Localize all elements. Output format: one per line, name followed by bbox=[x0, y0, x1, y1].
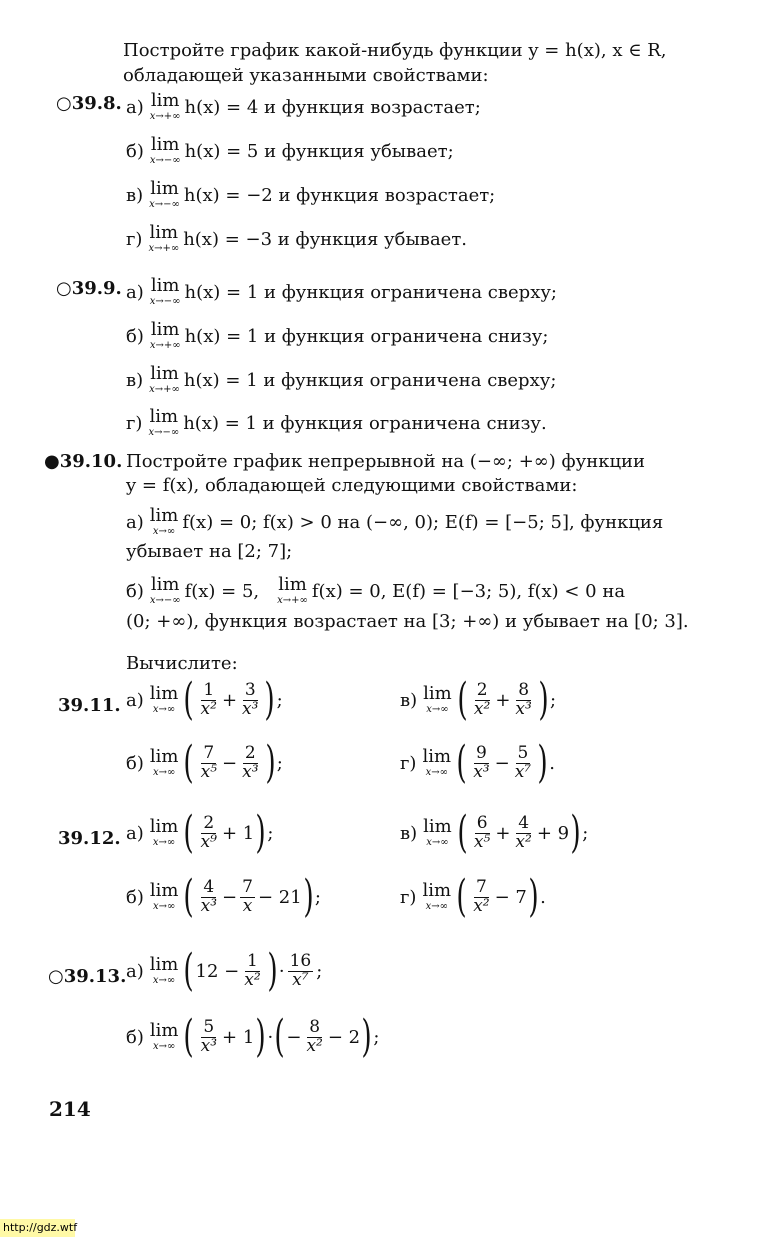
problem-number-39-12: 39.12. bbox=[58, 828, 121, 849]
operator: − bbox=[222, 752, 238, 774]
item-label: а) bbox=[126, 689, 144, 711]
fraction: $\frac{2}{\text{x⁹}}$ bbox=[200, 812, 217, 852]
problem-number-39-9: ○39.9. bbox=[56, 278, 122, 299]
left-paren: ( bbox=[183, 1011, 195, 1062]
problem-39-8-b bbox=[126, 136, 454, 166]
fraction: $\frac{1}{\text{x²}}$ bbox=[244, 950, 261, 990]
left-paren: ( bbox=[183, 871, 195, 922]
item-label: б) bbox=[126, 1026, 144, 1048]
right-paren: ) bbox=[267, 945, 278, 996]
limit-operator: lim x→∞ bbox=[149, 746, 179, 778]
problem-39-11-b bbox=[126, 737, 283, 788]
item-label: г) bbox=[126, 228, 143, 250]
page-number: 214 bbox=[49, 1097, 91, 1121]
punct: ; bbox=[550, 689, 557, 711]
left-paren: ( bbox=[456, 737, 467, 788]
item-label: б) bbox=[126, 752, 144, 774]
problem-39-10-a bbox=[126, 507, 663, 537]
limit-operator: lim x→+∞ bbox=[148, 222, 180, 254]
term: + 1 bbox=[222, 1026, 255, 1048]
limit-operator: lim x→∞ bbox=[422, 746, 452, 778]
item-label: г) bbox=[400, 752, 417, 774]
problem-39-10-line-1: Постройте график непрерывной на (−∞; +∞) функции bbox=[126, 451, 646, 472]
negative-sign: − bbox=[286, 1026, 302, 1048]
right-paren: ) bbox=[303, 871, 314, 922]
limit-operator: lim x→∞ bbox=[149, 683, 179, 715]
item-text: h(x) = 1 и функция ограничена сверху; bbox=[183, 369, 557, 391]
left-paren: ( bbox=[456, 871, 467, 922]
problem-39-9-a bbox=[126, 277, 557, 307]
term: − 2 bbox=[327, 1026, 361, 1048]
term: − 21 bbox=[257, 886, 302, 908]
right-paren: ) bbox=[538, 674, 549, 725]
right-paren: ) bbox=[537, 737, 548, 788]
item-label: а) bbox=[126, 822, 144, 844]
problem-39-13-a bbox=[126, 945, 323, 996]
limit-operator: lim x→∞ bbox=[149, 1020, 179, 1052]
left-paren: ( bbox=[457, 807, 468, 858]
problem-39-12-a bbox=[126, 807, 274, 858]
item-text: h(x) = 1 и функция ограничена снизу; bbox=[184, 325, 549, 347]
problem-39-8-a bbox=[126, 92, 481, 122]
limit-operator: lim x→∞ bbox=[422, 880, 452, 912]
item-label: б) bbox=[126, 580, 144, 602]
limit-operator: lim x→∞ bbox=[149, 880, 179, 912]
problem-39-10-b-line-2: (0; +∞), функция возрастает на [3; +∞) и убывает на [0; 3]. bbox=[126, 611, 689, 632]
limit-operator: lim x→∞ bbox=[149, 954, 179, 986]
limit-operator: lim x→∞ bbox=[423, 683, 452, 715]
item-label: в) bbox=[126, 184, 144, 206]
item-label: б) bbox=[126, 140, 144, 162]
term: + 1 bbox=[221, 822, 255, 844]
limit-operator: lim x→∞ bbox=[149, 816, 179, 848]
problem-39-11-v bbox=[400, 674, 557, 725]
problem-39-12-v bbox=[400, 807, 589, 858]
compute-label: Вычислите: bbox=[126, 653, 238, 674]
item-label: а) bbox=[126, 960, 144, 982]
item-text: f(x) = 0; f(x) > 0 на (−∞, 0); E(f) = [−5; 5], функция bbox=[182, 511, 664, 533]
limit-operator: lim x→∞ bbox=[423, 816, 452, 848]
item-label: в) bbox=[400, 822, 418, 844]
limit-operator: lim x→+∞ bbox=[149, 90, 181, 122]
left-paren: ( bbox=[183, 737, 195, 788]
problem-number-39-8: ○39.8. bbox=[56, 93, 122, 114]
item-label: а) bbox=[126, 96, 144, 118]
limit-operator: lim x→+∞ bbox=[277, 574, 308, 606]
left-paren: ( bbox=[183, 807, 195, 858]
limit-operator: lim x→+∞ bbox=[149, 363, 180, 395]
problem-39-9-g bbox=[126, 408, 547, 438]
item-label: б) bbox=[126, 325, 144, 347]
item-text: h(x) = 1 и функция ограничена снизу. bbox=[183, 412, 547, 434]
left-paren: ( bbox=[183, 945, 195, 996]
item-label: а) bbox=[126, 511, 144, 533]
fraction: $\frac{1}{\text{x²}}$ bbox=[200, 679, 217, 719]
item-label: а) bbox=[126, 281, 144, 303]
item-text: f(x) = 5, bbox=[184, 580, 260, 602]
limit-operator: lim x→−∞ bbox=[149, 574, 181, 606]
problem-39-11-a bbox=[126, 674, 283, 725]
right-paren: ) bbox=[264, 737, 276, 788]
punct: ; bbox=[267, 822, 274, 844]
operator: − bbox=[222, 886, 238, 908]
limit-operator: lim x→−∞ bbox=[149, 275, 181, 307]
left-paren: ( bbox=[274, 1011, 285, 1062]
punct: ; bbox=[314, 886, 321, 908]
item-label: г) bbox=[400, 886, 417, 908]
item-text: f(x) = 0, E(f) = [−3; 5), f(x) < 0 на bbox=[311, 580, 626, 602]
fraction: $\frac{5}{\text{x³}}$ bbox=[200, 1016, 218, 1056]
punct: . bbox=[549, 752, 556, 774]
punct: ; bbox=[373, 1026, 380, 1048]
fraction: $\frac{4}{\text{x²}}$ bbox=[515, 812, 532, 852]
problem-39-8-g bbox=[126, 224, 467, 254]
limit-operator: lim x→∞ bbox=[149, 505, 179, 537]
problem-number-39-13: ○39.13. bbox=[48, 966, 127, 987]
fraction: $\frac{4}{\text{x³}}$ bbox=[200, 876, 218, 916]
fraction: $\frac{7}{\text{x²}}$ bbox=[473, 876, 490, 916]
operator: + bbox=[221, 689, 238, 711]
term: 12 − bbox=[195, 960, 240, 982]
fraction: $\frac{2}{\text{x³}}$ bbox=[242, 742, 259, 782]
item-label: в) bbox=[126, 369, 144, 391]
item-label: г) bbox=[126, 412, 143, 434]
problem-39-10-b bbox=[126, 576, 625, 606]
problem-39-10-a-line-2: убывает на [2; 7]; bbox=[126, 541, 293, 562]
multiply-dot: · bbox=[278, 960, 285, 982]
left-paren: ( bbox=[183, 674, 195, 725]
operator: − bbox=[494, 752, 510, 774]
item-text: h(x) = 4 и функция возрастает; bbox=[184, 96, 481, 118]
fraction: $\frac{5}{\text{x⁷}}$ bbox=[514, 742, 532, 782]
limit-operator: lim x→−∞ bbox=[149, 134, 181, 166]
multiply-dot: · bbox=[267, 1026, 274, 1048]
punct: ; bbox=[276, 689, 283, 711]
footer-url-link[interactable]: http://gdz.wtf bbox=[0, 1219, 75, 1237]
right-paren: ) bbox=[255, 807, 266, 858]
punct: ; bbox=[316, 960, 323, 982]
term: − 7 bbox=[494, 886, 527, 908]
problem-39-13-b bbox=[126, 1011, 380, 1062]
problem-39-9-v bbox=[126, 365, 556, 395]
fraction: $\frac{3}{\text{x³}}$ bbox=[242, 679, 259, 719]
fraction: $\frac{6}{\text{x⁵}}$ bbox=[473, 812, 491, 852]
item-text: h(x) = −3 и функция убывает. bbox=[183, 228, 468, 250]
punct: ; bbox=[276, 752, 283, 774]
term: + 9 bbox=[536, 822, 570, 844]
fraction: $\frac{7}{\text{x⁵}}$ bbox=[200, 742, 218, 782]
fraction: $\frac{7}{x}$ bbox=[242, 876, 253, 916]
operator: + bbox=[495, 689, 511, 711]
problem-39-12-g bbox=[400, 871, 546, 922]
intro-line-2: обладающей указанными свойствами: bbox=[123, 65, 489, 86]
intro-line-1: Постройте график какой-нибудь функции y = h(x), x ∈ R, bbox=[123, 40, 667, 61]
item-text: h(x) = −2 и функция возрастает; bbox=[183, 184, 496, 206]
problem-39-10-line-2: y = f(x), обладающей следующими свойствами: bbox=[126, 475, 578, 496]
problem-number-39-11: 39.11. bbox=[58, 695, 121, 716]
fraction: $\frac{8}{\text{x³}}$ bbox=[515, 679, 532, 719]
item-label: б) bbox=[126, 886, 144, 908]
right-paren: ) bbox=[528, 871, 539, 922]
left-paren: ( bbox=[457, 674, 468, 725]
punct: ; bbox=[582, 822, 589, 844]
fraction: $\frac{9}{\text{x³}}$ bbox=[473, 742, 490, 782]
right-paren: ) bbox=[264, 674, 276, 725]
limit-operator: lim x→+∞ bbox=[149, 319, 181, 351]
fraction: $\frac{8}{\text{x²}}$ bbox=[306, 1016, 323, 1056]
fraction: $\frac{16}{\text{x⁷}}$ bbox=[289, 950, 312, 990]
problem-39-9-b bbox=[126, 321, 548, 351]
item-label: в) bbox=[400, 689, 418, 711]
right-paren: ) bbox=[361, 1011, 372, 1062]
limit-operator: lim x→−∞ bbox=[149, 178, 180, 210]
punct: . bbox=[540, 886, 546, 908]
operator: + bbox=[495, 822, 511, 844]
problem-39-8-v bbox=[126, 180, 495, 210]
right-paren: ) bbox=[570, 807, 581, 858]
fraction: $\frac{2}{\text{x²}}$ bbox=[473, 679, 491, 719]
problem-number-39-10: ●39.10. bbox=[44, 451, 123, 472]
item-text: h(x) = 1 и функция ограничена сверху; bbox=[184, 281, 557, 303]
problem-39-12-b bbox=[126, 871, 321, 922]
problem-39-11-g bbox=[400, 737, 556, 788]
item-text: h(x) = 5 и функция убывает; bbox=[184, 140, 454, 162]
right-paren: ) bbox=[255, 1011, 267, 1062]
limit-operator: lim x→−∞ bbox=[148, 406, 180, 438]
